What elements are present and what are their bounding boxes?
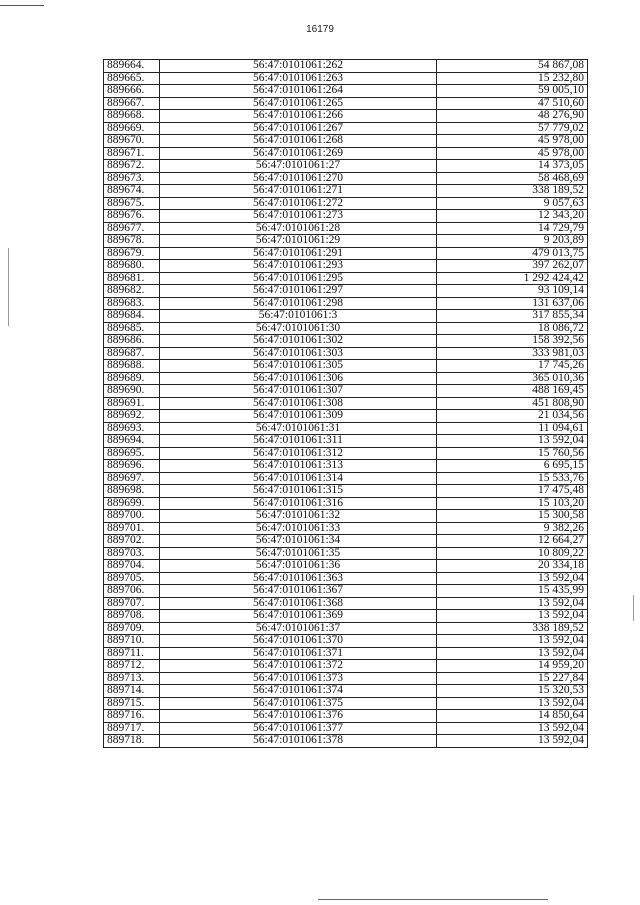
value-cell: 47 510,60: [437, 97, 588, 110]
table-row: [104, 372, 588, 385]
table-row: [104, 247, 588, 260]
cadastral-number-cell: 56:47:0101061:363: [160, 572, 437, 585]
table-row: [104, 85, 588, 98]
value-cell: 479 013,75: [437, 247, 588, 260]
value-cell: 58 468,69: [437, 172, 588, 185]
table-row: [104, 472, 588, 485]
value-cell: 59 005,10: [437, 85, 588, 98]
value-cell: 6 695,15: [437, 460, 588, 473]
table-row: [104, 210, 588, 223]
cadastral-number-cell: 56:47:0101061:368: [160, 597, 437, 610]
table-row: [104, 447, 588, 460]
row-number-cell: 889673.: [104, 172, 160, 185]
table-row: [104, 710, 588, 723]
cadastral-number-cell: 56:47:0101061:373: [160, 672, 437, 685]
table-row: [104, 597, 588, 610]
cadastral-number-cell: 56:47:0101061:370: [160, 635, 437, 648]
cadastral-number-cell: 56:47:0101061:266: [160, 110, 437, 123]
cadastral-number-cell: 56:47:0101061:306: [160, 372, 437, 385]
value-cell: 12 664,27: [437, 535, 588, 548]
cadastral-number-cell: 56:47:0101061:29: [160, 235, 437, 248]
table-row: [104, 585, 588, 598]
cadastral-number-cell: 56:47:0101061:375: [160, 697, 437, 710]
cadastral-number-cell: 56:47:0101061:293: [160, 260, 437, 273]
row-number-cell: 889689.: [104, 372, 160, 385]
table-row: [104, 160, 588, 173]
table-row: [104, 272, 588, 285]
row-number-cell: 889669.: [104, 122, 160, 135]
value-cell: 17 475,48: [437, 485, 588, 498]
value-cell: 15 435,99: [437, 585, 588, 598]
cadastral-number-cell: 56:47:0101061:30: [160, 322, 437, 335]
table-row: [104, 560, 588, 573]
table-row: [104, 547, 588, 560]
table-row: [104, 147, 588, 160]
row-number-cell: 889682.: [104, 285, 160, 298]
table-row: [104, 610, 588, 623]
cadastral-number-cell: 56:47:0101061:372: [160, 660, 437, 673]
value-cell: 20 334,18: [437, 560, 588, 573]
value-cell: 13 592,04: [437, 635, 588, 648]
row-number-cell: 889711.: [104, 647, 160, 660]
table-row: [104, 172, 588, 185]
table-row: [104, 572, 588, 585]
table-row: [104, 360, 588, 373]
table-row: [104, 672, 588, 685]
cadastral-number-cell: 56:47:0101061:369: [160, 610, 437, 623]
row-number-cell: 889713.: [104, 672, 160, 685]
value-cell: 15 300,58: [437, 510, 588, 523]
table-row: [104, 322, 588, 335]
row-number-cell: 889687.: [104, 347, 160, 360]
row-number-cell: 889684.: [104, 310, 160, 323]
cadastral-number-cell: 56:47:0101061:302: [160, 335, 437, 348]
row-number-cell: 889674.: [104, 185, 160, 198]
row-number-cell: 889668.: [104, 110, 160, 123]
table-row: [104, 397, 588, 410]
table-row: [104, 297, 588, 310]
row-number-cell: 889677.: [104, 222, 160, 235]
value-cell: 13 592,04: [437, 647, 588, 660]
row-number-cell: 889718.: [104, 735, 160, 748]
table-row: [104, 485, 588, 498]
value-cell: 13 592,04: [437, 735, 588, 748]
cadastral-number-cell: 56:47:0101061:374: [160, 685, 437, 698]
cadastral-number-cell: 56:47:0101061:378: [160, 735, 437, 748]
value-cell: 15 103,20: [437, 497, 588, 510]
row-number-cell: 889707.: [104, 597, 160, 610]
row-number-cell: 889681.: [104, 272, 160, 285]
table-row: [104, 635, 588, 648]
value-cell: 15 533,76: [437, 472, 588, 485]
cadastral-number-cell: 56:47:0101061:308: [160, 397, 437, 410]
cadastral-number-cell: 56:47:0101061:269: [160, 147, 437, 160]
value-cell: 12 343,20: [437, 210, 588, 223]
cadastral-number-cell: 56:47:0101061:271: [160, 185, 437, 198]
cadastral-number-cell: 56:47:0101061:291: [160, 247, 437, 260]
cadastral-number-cell: 56:47:0101061:295: [160, 272, 437, 285]
value-cell: 93 109,14: [437, 285, 588, 298]
table-row: [104, 122, 588, 135]
table-row: [104, 535, 588, 548]
value-cell: 45 978,00: [437, 135, 588, 148]
cadastral-number-cell: 56:47:0101061:307: [160, 385, 437, 398]
value-cell: 48 276,90: [437, 110, 588, 123]
table-row: [104, 735, 588, 748]
value-cell: 14 729,79: [437, 222, 588, 235]
value-cell: 365 010,36: [437, 372, 588, 385]
cadastral-number-cell: 56:47:0101061:313: [160, 460, 437, 473]
row-number-cell: 889666.: [104, 85, 160, 98]
cadastral-number-cell: 56:47:0101061:311: [160, 435, 437, 448]
row-number-cell: 889717.: [104, 722, 160, 735]
cadastral-number-cell: 56:47:0101061:272: [160, 197, 437, 210]
table-row: [104, 422, 588, 435]
row-number-cell: 889672.: [104, 160, 160, 173]
value-cell: 451 808,90: [437, 397, 588, 410]
table-row: [104, 497, 588, 510]
row-number-cell: 889694.: [104, 435, 160, 448]
cadastral-number-cell: 56:47:0101061:34: [160, 535, 437, 548]
table-row: [104, 310, 588, 323]
value-cell: 21 034,56: [437, 410, 588, 423]
table-row: [104, 660, 588, 673]
cadastral-number-cell: 56:47:0101061:3: [160, 310, 437, 323]
cadastral-number-cell: 56:47:0101061:264: [160, 85, 437, 98]
value-cell: 11 094,61: [437, 422, 588, 435]
value-cell: 9 203,89: [437, 235, 588, 248]
row-number-cell: 889703.: [104, 547, 160, 560]
cadastral-number-cell: 56:47:0101061:33: [160, 522, 437, 535]
table-row: [104, 697, 588, 710]
row-number-cell: 889665.: [104, 72, 160, 85]
value-cell: 13 592,04: [437, 572, 588, 585]
row-number-cell: 889709.: [104, 622, 160, 635]
cadastral-number-cell: 56:47:0101061:27: [160, 160, 437, 173]
page-number: 16179: [306, 24, 334, 35]
cadastral-number-cell: 56:47:0101061:314: [160, 472, 437, 485]
row-number-cell: 889702.: [104, 535, 160, 548]
table-row: [104, 285, 588, 298]
table-row: [104, 410, 588, 423]
cadastral-number-cell: 56:47:0101061:32: [160, 510, 437, 523]
table-row: [104, 72, 588, 85]
value-cell: 14 373,05: [437, 160, 588, 173]
table-row: [104, 435, 588, 448]
row-number-cell: 889679.: [104, 247, 160, 260]
cadastral-number-cell: 56:47:0101061:273: [160, 210, 437, 223]
value-cell: 13 592,04: [437, 610, 588, 623]
table-row: [104, 622, 588, 635]
cadastral-number-cell: 56:47:0101061:263: [160, 72, 437, 85]
cadastral-number-cell: 56:47:0101061:371: [160, 647, 437, 660]
row-number-cell: 889697.: [104, 472, 160, 485]
value-cell: 317 855,34: [437, 310, 588, 323]
table-row: [104, 97, 588, 110]
row-number-cell: 889690.: [104, 385, 160, 398]
row-number-cell: 889715.: [104, 697, 160, 710]
table-row: [104, 647, 588, 660]
row-number-cell: 889698.: [104, 485, 160, 498]
value-cell: 13 592,04: [437, 697, 588, 710]
table-row: [104, 347, 588, 360]
records-table-body: [104, 60, 588, 748]
cadastral-number-cell: 56:47:0101061:297: [160, 285, 437, 298]
cadastral-number-cell: 56:47:0101061:376: [160, 710, 437, 723]
table-row: [104, 260, 588, 273]
cadastral-number-cell: 56:47:0101061:268: [160, 135, 437, 148]
value-cell: 333 981,03: [437, 347, 588, 360]
table-row: [104, 197, 588, 210]
table-row: [104, 522, 588, 535]
cadastral-number-cell: 56:47:0101061:315: [160, 485, 437, 498]
cadastral-number-cell: 56:47:0101061:298: [160, 297, 437, 310]
row-number-cell: 889675.: [104, 197, 160, 210]
table-row: [104, 222, 588, 235]
cadastral-number-cell: 56:47:0101061:303: [160, 347, 437, 360]
value-cell: 45 978,00: [437, 147, 588, 160]
row-number-cell: 889671.: [104, 147, 160, 160]
table-row: [104, 135, 588, 148]
table-row: [104, 510, 588, 523]
table-row: [104, 385, 588, 398]
cadastral-number-cell: 56:47:0101061:265: [160, 97, 437, 110]
table-row: [104, 685, 588, 698]
row-number-cell: 889667.: [104, 97, 160, 110]
value-cell: 1 292 424,42: [437, 272, 588, 285]
value-cell: 338 189,52: [437, 622, 588, 635]
row-number-cell: 889685.: [104, 322, 160, 335]
row-number-cell: 889696.: [104, 460, 160, 473]
cadastral-number-cell: 56:47:0101061:270: [160, 172, 437, 185]
scan-corner-mark: [0, 5, 44, 6]
value-cell: 14 959,20: [437, 660, 588, 673]
value-cell: 131 637,06: [437, 297, 588, 310]
value-cell: 397 262,07: [437, 260, 588, 273]
value-cell: 15 760,56: [437, 447, 588, 460]
cadastral-number-cell: 56:47:0101061:37: [160, 622, 437, 635]
cadastral-number-cell: 56:47:0101061:267: [160, 122, 437, 135]
value-cell: 15 320,53: [437, 685, 588, 698]
scan-bottom-mark: [318, 899, 548, 900]
cadastral-number-cell: 56:47:0101061:305: [160, 360, 437, 373]
value-cell: 15 232,80: [437, 72, 588, 85]
row-number-cell: 889692.: [104, 410, 160, 423]
value-cell: 13 592,04: [437, 722, 588, 735]
cadastral-number-cell: 56:47:0101061:28: [160, 222, 437, 235]
row-number-cell: 889714.: [104, 685, 160, 698]
value-cell: 57 779,02: [437, 122, 588, 135]
row-number-cell: 889716.: [104, 710, 160, 723]
value-cell: 18 086,72: [437, 322, 588, 335]
row-number-cell: 889704.: [104, 560, 160, 573]
row-number-cell: 889664.: [104, 60, 160, 73]
cadastral-number-cell: 56:47:0101061:35: [160, 547, 437, 560]
table-row: [104, 235, 588, 248]
row-number-cell: 889708.: [104, 610, 160, 623]
cadastral-number-cell: 56:47:0101061:309: [160, 410, 437, 423]
value-cell: 10 809,22: [437, 547, 588, 560]
cadastral-number-cell: 56:47:0101061:367: [160, 585, 437, 598]
row-number-cell: 889676.: [104, 210, 160, 223]
value-cell: 158 392,56: [437, 335, 588, 348]
row-number-cell: 889680.: [104, 260, 160, 273]
row-number-cell: 889710.: [104, 635, 160, 648]
table-row: [104, 460, 588, 473]
table-row: [104, 60, 588, 73]
cadastral-number-cell: 56:47:0101061:262: [160, 60, 437, 73]
records-table: [103, 59, 588, 748]
value-cell: 338 189,52: [437, 185, 588, 198]
scan-edge-mark-left: [8, 248, 9, 326]
value-cell: 17 745,26: [437, 360, 588, 373]
row-number-cell: 889686.: [104, 335, 160, 348]
value-cell: 14 850,64: [437, 710, 588, 723]
row-number-cell: 889705.: [104, 572, 160, 585]
cadastral-number-cell: 56:47:0101061:316: [160, 497, 437, 510]
value-cell: 13 592,04: [437, 435, 588, 448]
value-cell: 13 592,04: [437, 597, 588, 610]
row-number-cell: 889701.: [104, 522, 160, 535]
row-number-cell: 889691.: [104, 397, 160, 410]
value-cell: 488 169,45: [437, 385, 588, 398]
cadastral-number-cell: 56:47:0101061:377: [160, 722, 437, 735]
table-row: [104, 185, 588, 198]
row-number-cell: 889712.: [104, 660, 160, 673]
scan-edge-mark-right: [633, 595, 634, 621]
table-row: [104, 722, 588, 735]
row-number-cell: 889693.: [104, 422, 160, 435]
value-cell: 54 867,08: [437, 60, 588, 73]
row-number-cell: 889699.: [104, 497, 160, 510]
value-cell: 9 382,26: [437, 522, 588, 535]
value-cell: 9 057,63: [437, 197, 588, 210]
row-number-cell: 889695.: [104, 447, 160, 460]
table-row: [104, 110, 588, 123]
cadastral-number-cell: 56:47:0101061:31: [160, 422, 437, 435]
cadastral-number-cell: 56:47:0101061:312: [160, 447, 437, 460]
cadastral-number-cell: 56:47:0101061:36: [160, 560, 437, 573]
value-cell: 15 227,84: [437, 672, 588, 685]
row-number-cell: 889706.: [104, 585, 160, 598]
row-number-cell: 889678.: [104, 235, 160, 248]
table-row: [104, 335, 588, 348]
row-number-cell: 889688.: [104, 360, 160, 373]
row-number-cell: 889683.: [104, 297, 160, 310]
row-number-cell: 889670.: [104, 135, 160, 148]
row-number-cell: 889700.: [104, 510, 160, 523]
